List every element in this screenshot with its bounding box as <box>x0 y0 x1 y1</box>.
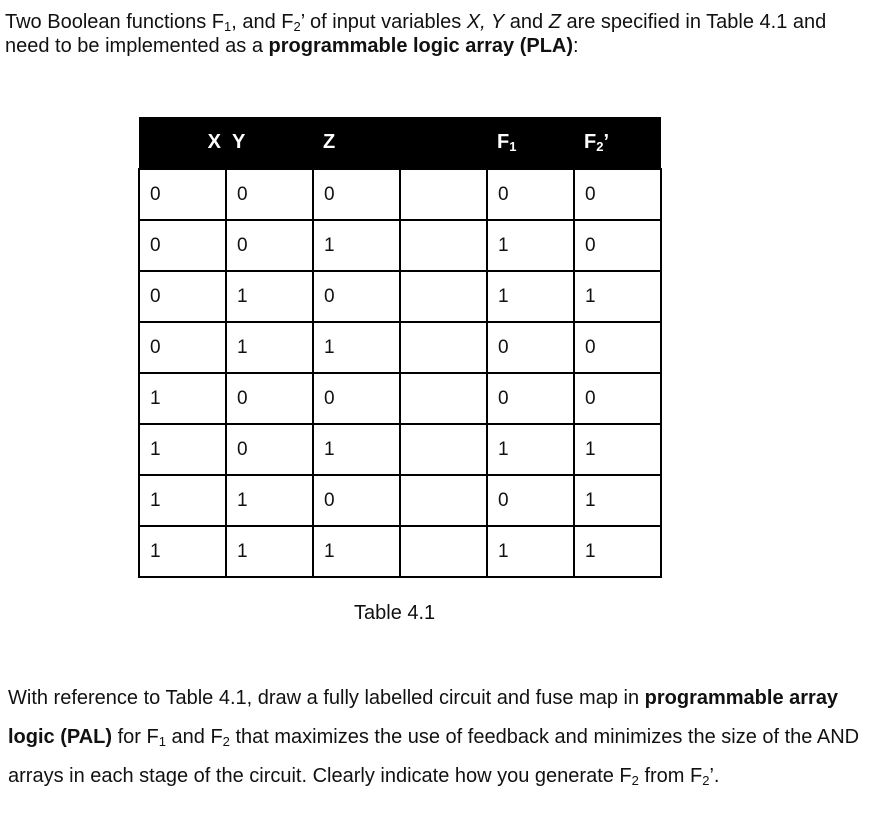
cell-empty <box>400 424 487 475</box>
cell-z: 0 <box>313 373 400 424</box>
cell-y: 1 <box>226 475 313 526</box>
truth-table <box>138 117 662 578</box>
table-row <box>139 322 661 373</box>
cell-y: 1 <box>226 526 313 577</box>
cell-y: 0 <box>226 220 313 271</box>
header-z <box>313 117 400 169</box>
cell-z: 1 <box>313 526 400 577</box>
cell-f1: 0 <box>487 373 574 424</box>
question-bold-term: programmable array logic (PAL) <box>8 687 839 748</box>
table-row <box>139 220 661 271</box>
cell-z: 1 <box>313 322 400 373</box>
cell-x: 0 <box>139 322 226 373</box>
intro-text: ’ of input variables <box>300 11 467 33</box>
cell-f2: 1 <box>574 475 661 526</box>
table-row <box>139 373 661 424</box>
table-row <box>139 169 661 220</box>
table-header-row <box>139 117 661 169</box>
header-f2-prime: ’ <box>603 131 610 153</box>
question-text: for F <box>112 726 159 748</box>
table-row <box>139 271 661 322</box>
cell-f1: 0 <box>487 169 574 220</box>
cell-f2: 1 <box>574 424 661 475</box>
cell-f2: 1 <box>574 526 661 577</box>
cell-x: 0 <box>139 220 226 271</box>
header-f1-subscript: 1 <box>509 139 517 154</box>
cell-x: 0 <box>139 271 226 322</box>
header-f2-subscript: 2 <box>596 139 604 154</box>
cell-empty <box>400 526 487 577</box>
cell-x: 1 <box>139 526 226 577</box>
intro-text: : <box>573 35 579 57</box>
header-f2 <box>574 117 661 169</box>
cell-x: 1 <box>139 424 226 475</box>
cell-z: 0 <box>313 475 400 526</box>
table-caption: Table 4.1 <box>354 602 436 624</box>
question-text: and F <box>165 726 223 748</box>
cell-y: 0 <box>226 424 313 475</box>
cell-f1: 0 <box>487 475 574 526</box>
header-x <box>139 117 226 169</box>
cell-z: 1 <box>313 220 400 271</box>
header-y-label: Y <box>232 131 246 153</box>
cell-empty <box>400 475 487 526</box>
question-subscript: 2 <box>631 773 639 788</box>
question-text: With reference to Table 4.1, draw a fully labelled circuit and fuse map in <box>8 687 645 709</box>
question-paragraph <box>8 679 874 796</box>
cell-f1: 0 <box>487 322 574 373</box>
header-y <box>226 117 313 169</box>
intro-text: and <box>504 11 549 33</box>
table-row <box>139 424 661 475</box>
cell-f2: 0 <box>574 322 661 373</box>
cell-empty <box>400 169 487 220</box>
intro-variable-z: Z <box>548 11 561 33</box>
cell-f1: 1 <box>487 526 574 577</box>
cell-f1: 1 <box>487 220 574 271</box>
question-text: ’. <box>709 765 720 787</box>
cell-f1: 1 <box>487 424 574 475</box>
question-subscript: 2 <box>702 773 710 788</box>
cell-empty <box>400 322 487 373</box>
header-f1 <box>487 117 574 169</box>
intro-subscript: 1 <box>224 19 232 34</box>
cell-z: 1 <box>313 424 400 475</box>
cell-x: 1 <box>139 373 226 424</box>
header-f2-label: F <box>584 131 597 153</box>
cell-empty <box>400 220 487 271</box>
cell-f2: 0 <box>574 169 661 220</box>
table-row <box>139 526 661 577</box>
cell-y: 1 <box>226 271 313 322</box>
cell-z: 0 <box>313 271 400 322</box>
intro-text: Two Boolean functions F <box>5 11 225 33</box>
intro-text: , and F <box>231 11 294 33</box>
cell-z: 0 <box>313 169 400 220</box>
header-z-label: Z <box>323 131 336 153</box>
cell-f2: 0 <box>574 373 661 424</box>
cell-x: 0 <box>139 169 226 220</box>
cell-empty <box>400 373 487 424</box>
table-row <box>139 475 661 526</box>
intro-variables: X, Y <box>466 11 505 33</box>
intro-bold-term: programmable logic array (PLA) <box>268 35 574 57</box>
header-x-label: X <box>207 131 221 153</box>
cell-y: 0 <box>226 373 313 424</box>
cell-f2: 0 <box>574 220 661 271</box>
cell-f1: 1 <box>487 271 574 322</box>
cell-y: 0 <box>226 169 313 220</box>
header-f1-label: F <box>497 131 510 153</box>
intro-text: are specified in Table 4.1 and need to be implemented as a <box>5 11 827 57</box>
intro-paragraph <box>5 10 875 58</box>
header-empty <box>400 117 487 169</box>
cell-f2: 1 <box>574 271 661 322</box>
intro-subscript: 2 <box>293 19 301 34</box>
question-subscript: 1 <box>158 734 166 749</box>
cell-y: 1 <box>226 322 313 373</box>
cell-x: 1 <box>139 475 226 526</box>
cell-empty <box>400 271 487 322</box>
question-text: from F <box>638 765 703 787</box>
question-subscript: 2 <box>222 734 230 749</box>
question-text: that maximizes the use of feedback and minimizes the size of the AND arrays in each stage of the circuit. Clearly indicate how you generate F <box>8 726 860 787</box>
